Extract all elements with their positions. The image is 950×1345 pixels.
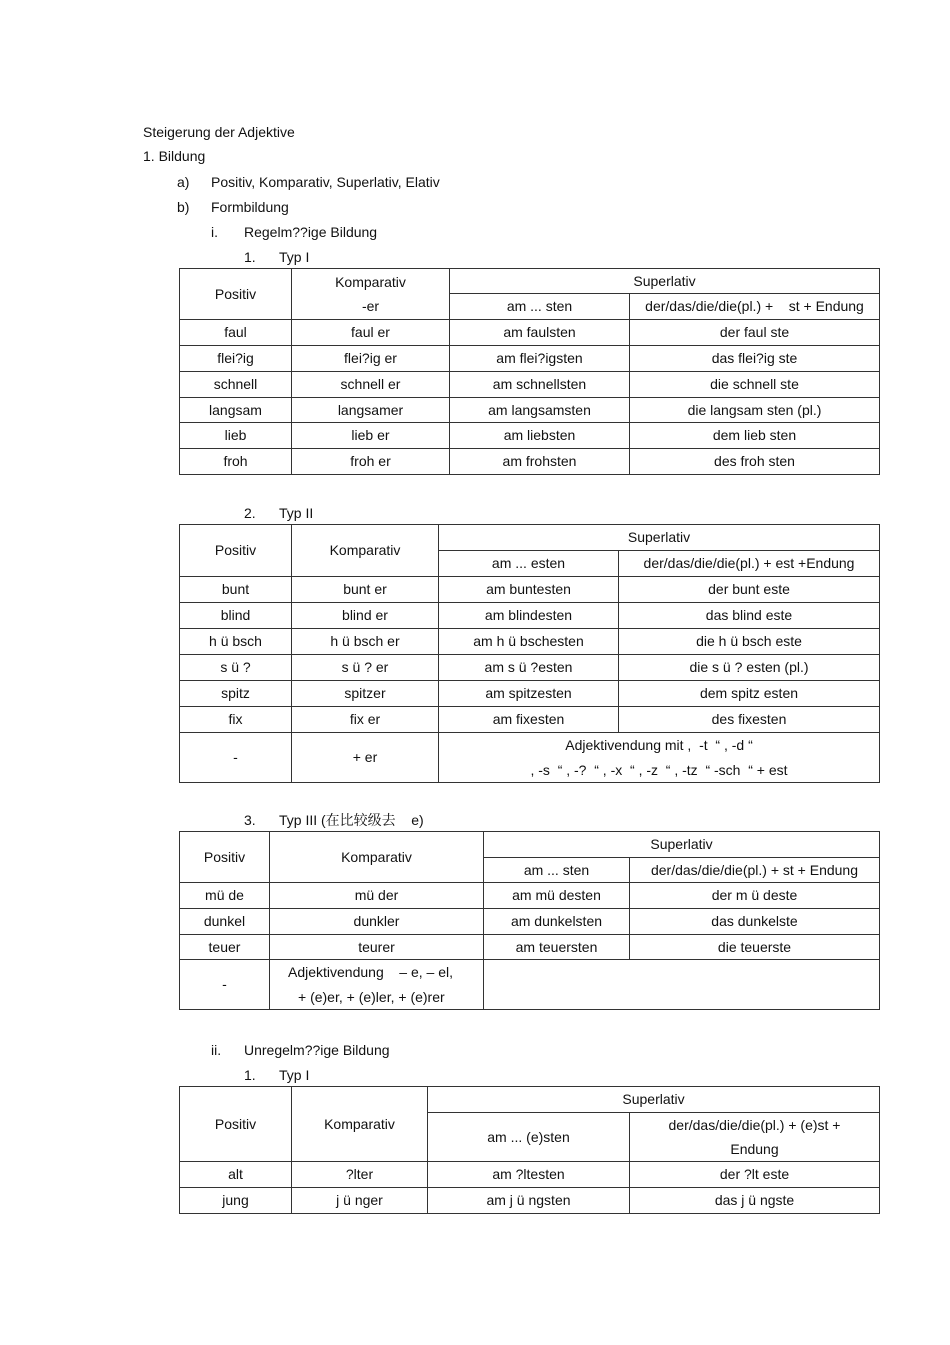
cell: j ü nger bbox=[292, 1188, 428, 1214]
cell: spitz bbox=[180, 681, 292, 707]
table-row bbox=[180, 707, 880, 733]
cell: der faul ste bbox=[630, 320, 880, 346]
cell: das j ü ngste bbox=[630, 1188, 880, 1214]
header-komparativ: Komparativ bbox=[270, 832, 484, 883]
table-row bbox=[180, 423, 880, 449]
cell: mü der bbox=[270, 883, 484, 909]
list-item: Typ II bbox=[279, 505, 314, 521]
section-title: 1. Bildung bbox=[143, 148, 206, 164]
cell: teurer bbox=[270, 935, 484, 960]
cell: - bbox=[180, 960, 270, 1010]
cell: am buntesten bbox=[439, 577, 619, 603]
header-positiv: Positiv bbox=[180, 1087, 292, 1162]
table-unregelmaessig-typ1 bbox=[179, 1086, 880, 1214]
cell: - bbox=[180, 733, 292, 783]
cell: am liebsten bbox=[450, 423, 630, 449]
table-row bbox=[180, 935, 880, 960]
table-row bbox=[180, 346, 880, 372]
header-am: am ... sten bbox=[450, 294, 630, 320]
table-row bbox=[180, 577, 880, 603]
header-der-line: Endung bbox=[730, 1140, 779, 1157]
cell: froh bbox=[180, 449, 292, 475]
list-item: Formbildung bbox=[211, 199, 289, 215]
cell: am j ü ngsten bbox=[428, 1188, 630, 1214]
cell: am schnellsten bbox=[450, 372, 630, 398]
cell: des froh sten bbox=[630, 449, 880, 475]
table-row bbox=[180, 1162, 880, 1188]
cell: blind bbox=[180, 603, 292, 629]
header-am: am ... esten bbox=[439, 551, 619, 577]
header-superlativ: Superlativ bbox=[439, 525, 880, 551]
cell: der bunt este bbox=[619, 577, 880, 603]
cell: am spitzesten bbox=[439, 681, 619, 707]
cell: ?lter bbox=[292, 1162, 428, 1188]
header-superlativ: Superlativ bbox=[450, 269, 880, 294]
list-item: Typ I bbox=[279, 249, 310, 265]
cell-empty bbox=[484, 960, 880, 1010]
list-item: Unregelm??ige Bildung bbox=[244, 1042, 390, 1058]
cell: am ?ltesten bbox=[428, 1162, 630, 1188]
cell: am teuersten bbox=[484, 935, 630, 960]
cell-rule bbox=[270, 960, 484, 1010]
cell: des fixesten bbox=[619, 707, 880, 733]
list-item: Typ III (在比较级去 e) bbox=[279, 812, 424, 828]
cell: teuer bbox=[180, 935, 270, 960]
cell: langsam bbox=[180, 398, 292, 423]
list-label: 2. bbox=[244, 505, 256, 521]
table-row bbox=[180, 909, 880, 935]
cell: bunt bbox=[180, 577, 292, 603]
cell: schnell er bbox=[292, 372, 450, 398]
table-typ3 bbox=[179, 831, 880, 1010]
cell: faul bbox=[180, 320, 292, 346]
cell: fix er bbox=[292, 707, 439, 733]
rule-line: + (e)er, + (e)ler, + (e)rer bbox=[298, 988, 445, 1005]
list-label: i. bbox=[211, 224, 218, 240]
cell: die h ü bsch este bbox=[619, 629, 880, 655]
header-am: am ... sten bbox=[484, 858, 630, 883]
cell: der m ü deste bbox=[630, 883, 880, 909]
cell: die schnell ste bbox=[630, 372, 880, 398]
rule-line: Adjektivendung – e, – el, bbox=[288, 963, 453, 980]
list-label: 1. bbox=[244, 249, 256, 265]
table-typ1 bbox=[179, 268, 880, 475]
cell: dem spitz esten bbox=[619, 681, 880, 707]
cell: das flei?ig ste bbox=[630, 346, 880, 372]
cell: das dunkelste bbox=[630, 909, 880, 935]
cell: am blindesten bbox=[439, 603, 619, 629]
list-item: Positiv, Komparativ, Superlativ, Elativ bbox=[211, 174, 440, 190]
cell: froh er bbox=[292, 449, 450, 475]
table-row bbox=[180, 629, 880, 655]
header-positiv: Positiv bbox=[180, 269, 292, 320]
header-superlativ: Superlativ bbox=[428, 1087, 880, 1113]
cell: am fixesten bbox=[439, 707, 619, 733]
cell: am frohsten bbox=[450, 449, 630, 475]
cell: am mü desten bbox=[484, 883, 630, 909]
header-positiv: Positiv bbox=[180, 832, 270, 883]
header-am: am ... (e)sten bbox=[428, 1113, 630, 1162]
cell: die langsam sten (pl.) bbox=[630, 398, 880, 423]
table-typ2 bbox=[179, 524, 880, 783]
table-row bbox=[180, 398, 880, 423]
list-label: b) bbox=[177, 199, 190, 215]
header-der: der/das/die/die(pl.) + est +Endung bbox=[619, 551, 880, 577]
cell: flei?ig er bbox=[292, 346, 450, 372]
cell: bunt er bbox=[292, 577, 439, 603]
table-row bbox=[180, 372, 880, 398]
header-der: der/das/die/die(pl.) + st + Endung bbox=[630, 858, 880, 883]
rule-line: , -s “ , -? “ , -x “ , -z “ , -tz “ -sch “ + est bbox=[530, 761, 788, 778]
table-row bbox=[180, 320, 880, 346]
cell: dunkler bbox=[270, 909, 484, 935]
cell: lieb er bbox=[292, 423, 450, 449]
cell: h ü bsch bbox=[180, 629, 292, 655]
cell: faul er bbox=[292, 320, 450, 346]
cell: dem lieb sten bbox=[630, 423, 880, 449]
table-row bbox=[180, 733, 880, 783]
cell: schnell bbox=[180, 372, 292, 398]
table-row bbox=[180, 960, 880, 1010]
list-label: ii. bbox=[211, 1042, 222, 1058]
header-komparativ bbox=[292, 269, 450, 320]
table-row bbox=[180, 1188, 880, 1214]
table-row bbox=[180, 655, 880, 681]
cell: h ü bsch er bbox=[292, 629, 439, 655]
header-komparativ: Komparativ bbox=[292, 1087, 428, 1162]
cell: s ü ? bbox=[180, 655, 292, 681]
list-item: Regelm??ige Bildung bbox=[244, 224, 378, 240]
cell: am flei?igsten bbox=[450, 346, 630, 372]
header-der bbox=[630, 1113, 880, 1162]
header-der: der/das/die/die(pl.) + st + Endung bbox=[630, 294, 880, 320]
header-superlativ: Superlativ bbox=[484, 832, 880, 858]
cell: das blind este bbox=[619, 603, 880, 629]
list-label: 3. bbox=[244, 812, 256, 828]
cell: spitzer bbox=[292, 681, 439, 707]
header-komparativ-suffix: -er bbox=[361, 297, 380, 314]
cell: am h ü bschesten bbox=[439, 629, 619, 655]
cell: lieb bbox=[180, 423, 292, 449]
cell: die teuerste bbox=[630, 935, 880, 960]
cell: flei?ig bbox=[180, 346, 292, 372]
cell: alt bbox=[180, 1162, 292, 1188]
rule-line: Adjektivendung mit , -t “ , -d “ bbox=[565, 736, 753, 753]
cell: am langsamsten bbox=[450, 398, 630, 423]
cell: die s ü ? esten (pl.) bbox=[619, 655, 880, 681]
header-positiv: Positiv bbox=[180, 525, 292, 577]
cell: fix bbox=[180, 707, 292, 733]
cell: am faulsten bbox=[450, 320, 630, 346]
table-row bbox=[180, 681, 880, 707]
cell: langsamer bbox=[292, 398, 450, 423]
table-row bbox=[180, 449, 880, 475]
cell: am s ü ?esten bbox=[439, 655, 619, 681]
cell: s ü ? er bbox=[292, 655, 439, 681]
cell: + er bbox=[292, 733, 439, 783]
list-label: 1. bbox=[244, 1067, 256, 1083]
header-komparativ: Komparativ bbox=[292, 525, 439, 577]
cell: dunkel bbox=[180, 909, 270, 935]
list-item: Typ I bbox=[279, 1067, 310, 1083]
cell: der ?lt este bbox=[630, 1162, 880, 1188]
cell: jung bbox=[180, 1188, 292, 1214]
header-der-line: der/das/die/die(pl.) + (e)st + bbox=[668, 1116, 841, 1133]
cell: am dunkelsten bbox=[484, 909, 630, 935]
cell: mü de bbox=[180, 883, 270, 909]
table-row bbox=[180, 883, 880, 909]
table-row bbox=[180, 603, 880, 629]
page-heading: Steigerung der Adjektive bbox=[143, 124, 295, 140]
list-label: a) bbox=[177, 174, 190, 190]
header-komparativ-label: Komparativ bbox=[335, 273, 406, 290]
cell: blind er bbox=[292, 603, 439, 629]
cell-rule bbox=[439, 733, 880, 783]
